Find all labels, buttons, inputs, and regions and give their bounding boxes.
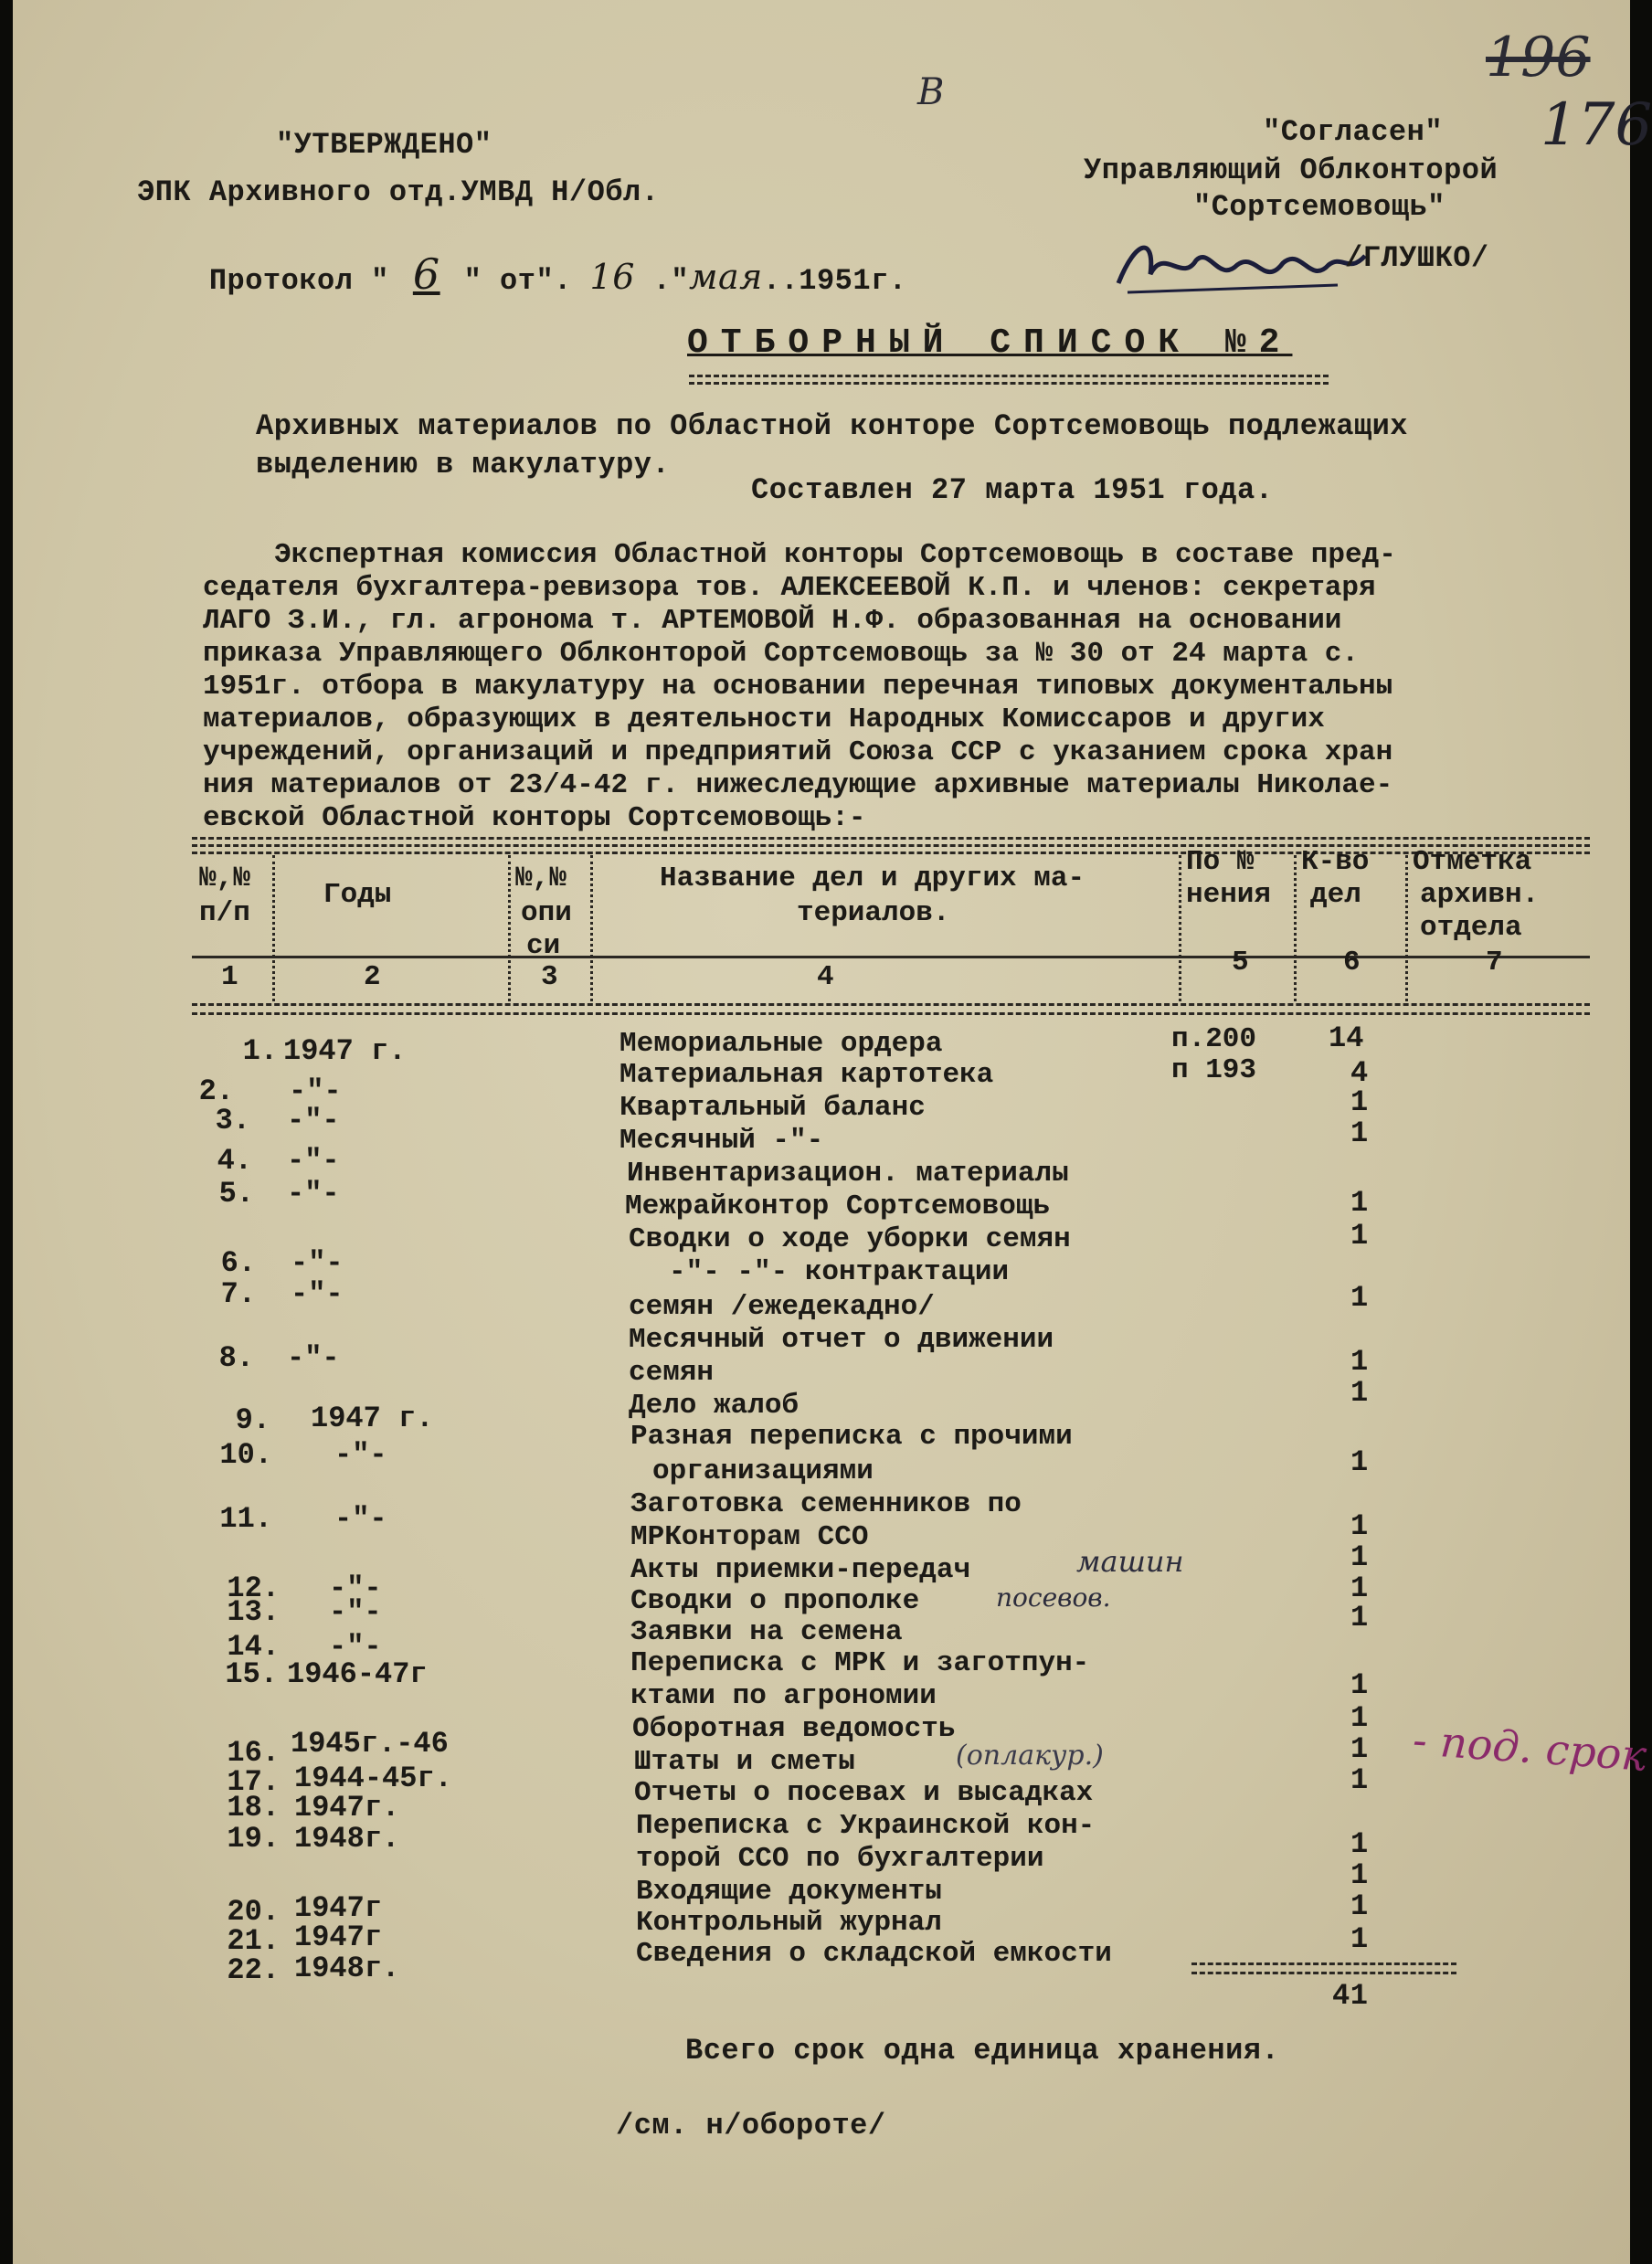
table-top-rule-3 <box>192 852 1590 854</box>
row-name-cont: ктами по агрономии <box>630 1680 937 1712</box>
protocol-number: 6 <box>412 249 440 299</box>
intro-line-4: приказа Управляющего Облконторой Сортсемовощь за № 30 от 24 марта с. <box>203 638 1360 670</box>
col-sep-1 <box>272 855 275 1001</box>
colnum-5: 5 <box>1232 947 1249 979</box>
header-num-a: №,№ <box>199 862 250 894</box>
row-number: 12. <box>227 1571 280 1605</box>
row-name-cont: семян /ежедекадно/ <box>629 1291 935 1323</box>
row-qty: 1 <box>1350 1219 1369 1253</box>
row-name: Переписка с МРК и заготпун- <box>630 1647 1090 1679</box>
intro-line-5: 1951г. отбора в макулатуру на основании перечная типовых документальны <box>203 671 1393 703</box>
row-year: 1947 г. <box>311 1402 434 1435</box>
row-number: 19. <box>227 1822 280 1856</box>
row-name: Разная переписка с прочими <box>630 1421 1073 1453</box>
handwritten-note-machines: машин <box>1076 1544 1184 1579</box>
row-qty: 1 <box>1350 1445 1369 1479</box>
total-rule <box>1191 1962 1456 1965</box>
corner-mark: В <box>917 71 945 113</box>
row-year: -"- <box>329 1630 382 1664</box>
col-sep-5 <box>1294 855 1297 1001</box>
colnum-3: 3 <box>541 961 558 993</box>
table-top-rule-2 <box>192 844 1590 847</box>
row-year: 1947г <box>294 1891 383 1925</box>
row-number: 3. <box>215 1104 250 1137</box>
row-year: -"- <box>289 1074 342 1108</box>
col-sep-2 <box>508 855 511 1001</box>
row-year: -"- <box>291 1277 344 1311</box>
row-name-cont: организациями <box>652 1455 874 1487</box>
row-name: Сведения о складской емкости <box>636 1938 1112 1970</box>
row-number: 4. <box>217 1144 252 1178</box>
intro-line-2: седателя бухгалтера-ревизора тов. АЛЕКСЕЕВОЙ К.П. и членов: секретаря <box>203 572 1376 604</box>
approved-line: ЭПК Архивного отд.УМВД Н/Обл. <box>137 175 660 209</box>
protocol-day: 16 <box>589 257 635 297</box>
row-name: Месячный отчет о движении <box>629 1324 1054 1356</box>
header-inv-a: №,№ <box>515 862 567 894</box>
header-pn-a: По № <box>1186 846 1255 878</box>
handwritten-margin-note: - под. срок <box>1411 1715 1648 1781</box>
row-qty: 1 <box>1350 1763 1369 1797</box>
row-year: -"- <box>334 1502 387 1536</box>
row-name: Дело жалоб <box>629 1390 800 1422</box>
row-year: 1947 г. <box>283 1034 407 1068</box>
row-qty: 1 <box>1350 1281 1369 1315</box>
row-name-cont: семян <box>629 1357 715 1389</box>
row-year: 1947г. <box>294 1791 400 1825</box>
row-name: Переписка с Украинской кон- <box>636 1810 1096 1842</box>
row-year: -"- <box>334 1438 387 1472</box>
row-name: Заявки на семена <box>630 1616 903 1648</box>
row-year: -"- <box>287 1177 340 1211</box>
row-qty: 1 <box>1350 1186 1369 1220</box>
header-qty-b: дел <box>1310 879 1361 911</box>
col-sep-4 <box>1179 855 1181 1001</box>
row-qty: 1 <box>1350 1085 1369 1119</box>
row-number: 18. <box>227 1791 280 1825</box>
header-title-a: Название дел и других ма- <box>660 862 1085 894</box>
intro-line-6: материалов, образующих в деятельности Народных Комиссаров и других <box>203 704 1325 735</box>
row-year: -"- <box>329 1571 382 1605</box>
row-name: Материальная картотека <box>620 1059 994 1091</box>
row-name-cont: торой ССО по бухгалтерии <box>636 1843 1044 1875</box>
row-name: Заготовка семенников по <box>630 1488 1022 1520</box>
archive-number-bottom: 176 <box>1541 91 1652 159</box>
row-number: 11. <box>219 1502 272 1536</box>
row-name: Квартальный баланс <box>620 1092 926 1124</box>
row-name: Мемориальные ордера <box>620 1028 943 1060</box>
row-number: 20. <box>227 1895 280 1929</box>
summary-line: Всего срок одна единица хранения. <box>685 2034 1280 2068</box>
row-qty: 1 <box>1350 1858 1369 1892</box>
row-name: Оборотная ведомость <box>632 1713 956 1745</box>
intro-line-8: ния материалов от 23/4-42 г. нижеследующие архивные материалы Николае- <box>203 769 1393 801</box>
row-number: 6. <box>220 1246 256 1280</box>
row-number: 2. <box>198 1074 234 1108</box>
row-qty: 1 <box>1350 1376 1369 1410</box>
colnum-6: 6 <box>1343 947 1361 979</box>
row-qty: 1 <box>1350 1509 1369 1543</box>
colnum-2: 2 <box>364 961 381 993</box>
number-row-rule-2 <box>192 1012 1590 1015</box>
row-number: 14. <box>227 1630 280 1664</box>
header-years: Годы <box>323 879 392 911</box>
row-year: 1948г. <box>294 1822 400 1856</box>
handwritten-note-estimates: (оплакур.) <box>956 1740 1104 1772</box>
header-inv-c: си <box>526 930 561 962</box>
row-qty: 14 <box>1329 1021 1364 1055</box>
handwritten-note-sowings: посевов. <box>996 1582 1111 1613</box>
row-year: 1946-47г <box>287 1657 428 1691</box>
row-qty: 1 <box>1350 1540 1369 1574</box>
row-number: 22. <box>227 1953 280 1987</box>
total-rule-2 <box>1191 1972 1456 1974</box>
row-year: -"- <box>329 1595 382 1629</box>
row-name: Контрольный журнал <box>636 1907 942 1939</box>
row-article: п 193 <box>1171 1054 1257 1086</box>
row-year: -"- <box>287 1144 340 1178</box>
intro-line-7: учреждений, организаций и предприятий Союза ССР с указанием срока хран <box>203 736 1393 768</box>
colnum-1: 1 <box>221 961 238 993</box>
header-num-b: п/п <box>199 897 250 929</box>
subtitle-line1: Архивных материалов по Областной конторе Сортсемовощь подлежащих <box>256 409 1408 443</box>
table-top-rule <box>192 837 1590 840</box>
row-number: 9. <box>235 1403 270 1437</box>
row-qty: 1 <box>1350 1827 1369 1861</box>
row-qty: 1 <box>1350 1116 1369 1150</box>
total-count: 41 <box>1332 1979 1369 2013</box>
compiled-date: Составлен 27 марта 1951 года. <box>751 473 1274 507</box>
header-bottom-rule <box>192 956 1590 958</box>
header-inv-b: опи <box>521 897 572 929</box>
row-number: 8. <box>218 1341 254 1375</box>
row-qty: 1 <box>1350 1889 1369 1923</box>
header-mark-a: Отметка <box>1413 846 1532 878</box>
row-number: 7. <box>220 1277 256 1311</box>
row-number: 5. <box>218 1177 254 1211</box>
row-year: 1945г.-46 <box>291 1727 449 1761</box>
intro-line-3: ЛАГО З.И., гл. агронома т. АРТЕМОВОЙ Н.Ф. образованная на основании <box>203 605 1342 637</box>
row-name-cont: Межрайконтор Сортсемовощь <box>625 1190 1051 1222</box>
agreed-line2: "Сортсемовощь" <box>1193 190 1446 224</box>
agreed-name: /ГЛУШКО/ <box>1345 241 1489 275</box>
row-qty: 1 <box>1350 1601 1369 1635</box>
header-title-b: териалов. <box>797 897 950 929</box>
row-number: 21. <box>227 1924 280 1958</box>
colnum-7: 7 <box>1486 947 1503 979</box>
colnum-4: 4 <box>817 961 834 993</box>
col-sep-6 <box>1405 855 1408 1001</box>
row-number: 15. <box>225 1657 278 1691</box>
row-qty: 1 <box>1350 1571 1369 1605</box>
row-year: 1948г. <box>294 1952 400 1985</box>
col-sep-3 <box>590 855 593 1001</box>
row-name: Акты приемки-передач <box>630 1554 971 1586</box>
row-number: 10. <box>219 1438 272 1472</box>
row-year: -"- <box>291 1246 344 1280</box>
row-name: Сводки о ходе уборки семян <box>629 1223 1071 1255</box>
intro-line-1: Экспертная комиссия Областной конторы Сортсемовощь в составе пред- <box>274 539 1396 571</box>
row-name: Отчеты о посевах и высадках <box>634 1777 1094 1809</box>
row-name: -"- -"- контрактации <box>669 1256 1010 1288</box>
intro-line-9: евской Областной конторы Сортсемовощь:- <box>203 802 866 834</box>
heading-underline <box>689 375 1329 377</box>
row-qty: 1 <box>1350 1668 1369 1702</box>
number-row-rule <box>192 1003 1590 1006</box>
approved-title: "УТВЕРЖДЕНО" <box>276 128 492 162</box>
row-name-cont: МРКонторам ССО <box>630 1521 869 1553</box>
row-number: 17. <box>227 1765 280 1799</box>
row-name: Штаты и сметы <box>634 1746 855 1778</box>
protocol-line: Протокол " 6 " от". 16 ."мая..1951г. <box>208 249 907 299</box>
see-overleaf: /см. н/обороте/ <box>616 2109 886 2142</box>
row-qty: 4 <box>1350 1056 1369 1090</box>
row-number: 16. <box>227 1736 280 1770</box>
row-year: -"- <box>287 1104 340 1137</box>
row-qty: 1 <box>1350 1345 1369 1379</box>
header-qty-a: К-во <box>1301 846 1370 878</box>
row-number: 1. <box>242 1034 278 1068</box>
archive-number-top: 196 <box>1486 26 1591 90</box>
row-year: 1944-45г. <box>294 1761 452 1795</box>
row-number: 13. <box>227 1595 280 1629</box>
agreed-line1: Управляющий Облконторой <box>1084 153 1498 187</box>
row-name: Сводки о прополке <box>630 1585 920 1617</box>
header-pn-b: нения <box>1186 879 1272 911</box>
row-article: п.200 <box>1171 1023 1257 1055</box>
document-page <box>13 0 1652 2264</box>
row-year: -"- <box>287 1341 340 1375</box>
heading-underline-2 <box>689 382 1329 385</box>
row-qty: 1 <box>1350 1732 1369 1766</box>
row-name: Входящие документы <box>636 1876 942 1908</box>
row-qty: 1 <box>1350 1701 1369 1735</box>
document-heading: ОТБОРНЫЙ СПИСОК №2 <box>687 323 1293 363</box>
header-mark-b: архивн. <box>1420 879 1540 911</box>
row-qty: 1 <box>1350 1922 1369 1956</box>
header-mark-c: отдела <box>1420 912 1522 944</box>
agreed-title: "Согласен" <box>1263 115 1444 149</box>
row-year: 1947г <box>294 1920 383 1954</box>
protocol-month: мая <box>689 257 763 297</box>
row-name: Месячный -"- <box>620 1125 824 1157</box>
subtitle-line2: выделению в макулатуру. <box>256 448 671 481</box>
row-name: Инвентаризацион. материалы <box>627 1158 1069 1190</box>
signature <box>1109 219 1374 311</box>
